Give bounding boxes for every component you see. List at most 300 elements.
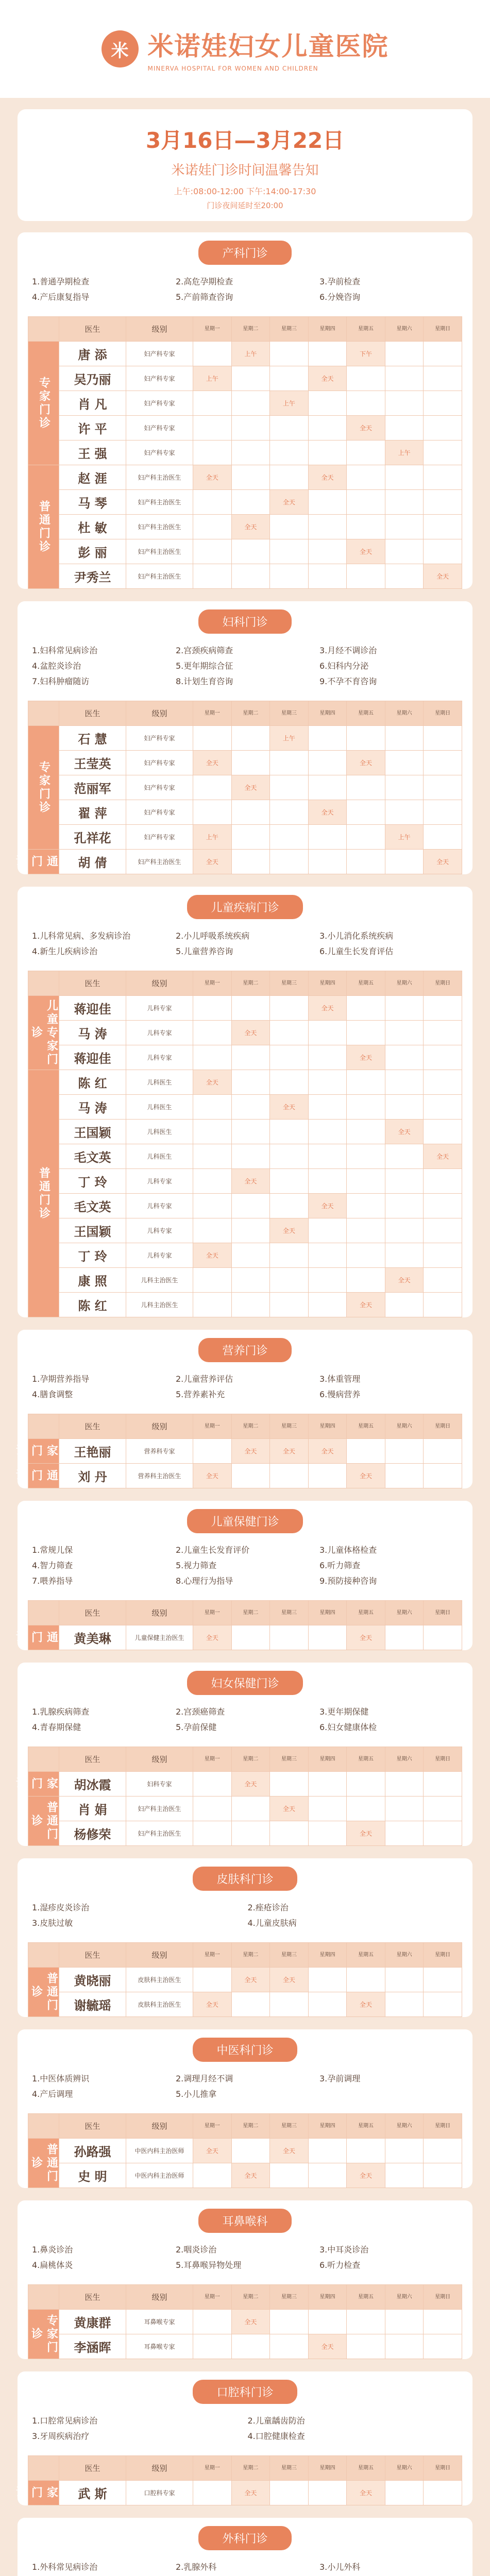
clinic-type-label: 专家门诊 <box>28 1439 59 1464</box>
table-row <box>28 465 462 490</box>
schedule-cell <box>308 1464 347 1488</box>
schedule-cell: 上午 <box>270 391 309 416</box>
header-day: 星期三 <box>270 2114 309 2139</box>
schedule-cell <box>385 2139 424 2163</box>
schedule-cell <box>308 1821 347 1846</box>
header-blank <box>28 701 59 726</box>
schedule-cell <box>231 1120 270 1144</box>
schedule-cell <box>385 1968 424 1992</box>
schedule-cell <box>308 1243 347 1268</box>
department-section <box>14 1330 472 1488</box>
schedule-cell <box>231 1625 270 1650</box>
schedule-cell <box>270 800 309 825</box>
schedule-cell <box>231 726 270 751</box>
schedule-cell <box>424 1194 462 1218</box>
schedule-cell <box>347 1772 385 1797</box>
schedule-cell: 全天 <box>424 1144 462 1169</box>
doctor-level: 妇产科主治医生 <box>126 1797 193 1821</box>
schedule-cell <box>270 1464 309 1488</box>
doctor-name: 丁 玲 <box>59 1243 126 1268</box>
header-day: 星期三 <box>270 317 309 342</box>
schedule-cell: 全天 <box>308 800 347 825</box>
schedule-cell <box>385 342 424 366</box>
doctor-name: 史 明 <box>59 2163 126 2188</box>
schedule-cell <box>385 366 424 391</box>
doctor-name: 王国颖 <box>59 1218 126 1243</box>
schedule-cell <box>270 1243 309 1268</box>
section-title: 中医科门诊 <box>193 2038 297 2062</box>
schedule-cell: 全天 <box>347 1464 385 1488</box>
doctor-level: 耳鼻喉专家 <box>126 2310 193 2334</box>
schedule-cell <box>308 2163 347 2188</box>
schedule-cell <box>424 1464 462 1488</box>
schedule-cell <box>385 2163 424 2188</box>
schedule-cell <box>193 1021 232 1045</box>
schedule-cell <box>231 850 270 874</box>
header-day: 星期五 <box>347 2285 385 2310</box>
table-row <box>28 1144 462 1169</box>
schedule-cell <box>424 2163 462 2188</box>
doctor-level: 妇产科专家 <box>126 416 193 440</box>
schedule-cell <box>347 1439 385 1464</box>
schedule-cell <box>308 2139 347 2163</box>
schedule-cell <box>385 515 424 539</box>
header-day: 星期六 <box>385 1414 424 1439</box>
doctor-name: 吴乃丽 <box>59 366 126 391</box>
service-item: 5.视力筛查 <box>176 1561 217 1570</box>
doctor-level: 妇产科专家 <box>126 775 193 800</box>
schedule-cell <box>347 1095 385 1120</box>
header-day: 星期五 <box>347 1601 385 1625</box>
schedule-cell <box>308 1772 347 1797</box>
doctor-name: 黄康群 <box>59 2310 126 2334</box>
doctor-level: 儿科专家 <box>126 1021 193 1045</box>
department-section <box>18 2200 472 2359</box>
header-level: 级别 <box>126 2285 193 2310</box>
schedule-date-range: 3月16日—3月22日 <box>145 128 345 153</box>
schedule-table <box>28 2284 462 2359</box>
header-day: 星期日 <box>424 2114 462 2139</box>
schedule-cell <box>231 465 270 490</box>
section-services <box>18 265 472 310</box>
service-item: 5.儿童营养咨询 <box>176 946 233 956</box>
service-item: 1.普通孕期检查 <box>32 277 90 286</box>
header-blank <box>28 317 59 342</box>
schedule-cell <box>424 1992 462 2017</box>
clinic-type-label: 专家门诊 <box>28 2481 59 2505</box>
doctor-level: 儿科专家 <box>126 1194 193 1218</box>
schedule-cell <box>308 1268 347 1293</box>
schedule-cell <box>193 1169 232 1194</box>
doctor-level: 妇产科主治医生 <box>126 465 193 490</box>
schedule-cell <box>385 539 424 564</box>
schedule-cell <box>193 440 232 465</box>
doctor-name: 毛文英 <box>59 1194 126 1218</box>
table-header-row <box>28 1943 462 1968</box>
header-day: 星期一 <box>193 2456 232 2481</box>
header-day: 星期四 <box>308 1601 347 1625</box>
service-item: 1.中医体质辨识 <box>32 2074 90 2083</box>
section-header <box>18 601 472 634</box>
service-item: 1.湿疹皮炎诊治 <box>32 1903 90 1912</box>
schedule-cell: 全天 <box>347 416 385 440</box>
schedule-cell: 全天 <box>385 1268 424 1293</box>
doctor-name: 马 琴 <box>59 490 126 515</box>
schedule-cell <box>347 1968 385 1992</box>
service-item: 4.扁桃体炎 <box>32 2260 73 2270</box>
doctor-level: 儿科专家 <box>126 1218 193 1243</box>
header-day: 星期三 <box>270 1601 309 1625</box>
header-day: 星期三 <box>270 2456 309 2481</box>
service-item: 1.孕期营养指导 <box>32 1374 90 1384</box>
service-item: 4.口腔健康检查 <box>247 2431 305 2441</box>
header-day: 星期五 <box>347 971 385 996</box>
schedule-cell <box>308 1169 347 1194</box>
schedule-cell <box>270 2310 309 2334</box>
doctor-level: 妇科专家 <box>126 1772 193 1797</box>
schedule-cell <box>424 1968 462 1992</box>
schedule-cell <box>385 416 424 440</box>
schedule-cell: 全天 <box>308 1194 347 1218</box>
header-level: 级别 <box>126 1747 193 1772</box>
service-item: 3.牙周疾病治疗 <box>32 2431 90 2441</box>
header-day: 星期二 <box>231 2456 270 2481</box>
schedule-cell <box>385 391 424 416</box>
doctor-name: 陈 红 <box>59 1070 126 1095</box>
table-row <box>28 1194 462 1218</box>
schedule-cell <box>424 800 462 825</box>
schedule-cell <box>231 1194 270 1218</box>
schedule-cell <box>308 1021 347 1045</box>
clinic-type-label: 专家门诊 <box>28 342 59 465</box>
schedule-cell <box>308 1218 347 1243</box>
schedule-cell <box>424 1070 462 1095</box>
service-item: 1.常规儿保 <box>32 1545 73 1555</box>
schedule-cell: 全天 <box>193 1070 232 1095</box>
doctor-level: 营养科主治医生 <box>126 1464 193 1488</box>
schedule-cell <box>347 1144 385 1169</box>
doctor-level: 儿科专家 <box>126 996 193 1021</box>
schedule-cell: 上午 <box>231 342 270 366</box>
schedule-cell: 全天 <box>308 1439 347 1464</box>
schedule-cell <box>385 1095 424 1120</box>
table-header-row <box>28 2114 462 2139</box>
schedule-cell <box>347 1169 385 1194</box>
table-row <box>28 850 462 874</box>
schedule-cell <box>193 391 232 416</box>
clinic-type-label: 专家门诊 <box>28 1772 59 1797</box>
schedule-cell <box>270 1194 309 1218</box>
clinic-type-label: 普通门诊 <box>28 1968 59 2017</box>
schedule-cell: 全天 <box>270 1797 309 1821</box>
schedule-cell <box>270 1625 309 1650</box>
schedule-cell <box>308 416 347 440</box>
schedule-cell <box>308 1293 347 1317</box>
doctor-level: 妇产科主治医生 <box>126 1821 193 1846</box>
schedule-cell: 全天 <box>347 1992 385 2017</box>
schedule-cell <box>424 391 462 416</box>
schedule-cell <box>193 1045 232 1070</box>
table-row <box>28 1218 462 1243</box>
schedule-cell: 上午 <box>193 825 232 850</box>
schedule-cell <box>308 726 347 751</box>
schedule-cell <box>231 1095 270 1120</box>
schedule-cell: 全天 <box>347 1045 385 1070</box>
schedule-cell <box>308 564 347 589</box>
service-item: 3.更年期保健 <box>319 1707 369 1717</box>
schedule-cell <box>385 1144 424 1169</box>
schedule-cell: 上午 <box>385 440 424 465</box>
schedule-cell <box>424 2310 462 2334</box>
department-section <box>18 2029 472 2188</box>
table-row <box>28 1293 462 1317</box>
header-doctor: 医生 <box>59 2456 126 2481</box>
header-doctor: 医生 <box>59 701 126 726</box>
schedule-cell <box>231 1464 270 1488</box>
schedule-cell <box>193 800 232 825</box>
schedule-cell <box>231 539 270 564</box>
doctor-name: 范丽军 <box>59 775 126 800</box>
schedule-cell <box>347 366 385 391</box>
schedule-cell <box>347 1797 385 1821</box>
doctor-name: 翟 萍 <box>59 800 126 825</box>
header-doctor: 医生 <box>59 1943 126 1968</box>
schedule-cell: 全天 <box>347 2163 385 2188</box>
header-day: 星期五 <box>347 2456 385 2481</box>
doctor-name: 蒋迎佳 <box>59 1045 126 1070</box>
doctor-level: 儿科专家 <box>126 1045 193 1070</box>
header-day: 星期三 <box>270 1747 309 1772</box>
section-header <box>18 1330 472 1362</box>
section-services <box>18 2404 472 2449</box>
schedule-cell: 全天 <box>231 515 270 539</box>
header-level: 级别 <box>126 2114 193 2139</box>
schedule-cell <box>193 1268 232 1293</box>
table-row <box>28 1821 462 1846</box>
schedule-cell <box>270 1772 309 1797</box>
schedule-cell <box>270 751 309 775</box>
schedule-cell <box>193 416 232 440</box>
table-row <box>28 440 462 465</box>
service-item: 4.青春期保健 <box>32 1722 81 1732</box>
table-header-row <box>28 1601 462 1625</box>
schedule-cell <box>424 440 462 465</box>
table-row <box>28 416 462 440</box>
schedule-cell: 全天 <box>231 1439 270 1464</box>
service-item: 2.痤疮诊治 <box>247 1903 289 1912</box>
section-header <box>18 1501 472 1533</box>
schedule-cell: 全天 <box>270 1439 309 1464</box>
clinic-type-label: 普通门诊 <box>28 2139 59 2188</box>
schedule-cell: 全天 <box>347 539 385 564</box>
schedule-cell <box>347 564 385 589</box>
header-blank <box>28 2114 59 2139</box>
schedule-cell <box>385 850 424 874</box>
doctor-name: 孙路强 <box>59 2139 126 2163</box>
schedule-cell: 全天 <box>385 1120 424 1144</box>
department-section <box>18 1858 472 2017</box>
doctor-level: 妇产科主治医生 <box>126 515 193 539</box>
section-services <box>18 1533 472 1594</box>
schedule-cell <box>231 416 270 440</box>
service-item: 5.更年期综合征 <box>176 661 233 671</box>
table-row <box>28 1045 462 1070</box>
header-day: 星期一 <box>193 2285 232 2310</box>
schedule-cell <box>193 564 232 589</box>
schedule-cell <box>424 1243 462 1268</box>
schedule-cell <box>231 366 270 391</box>
schedule-cell: 全天 <box>231 1169 270 1194</box>
schedule-cell <box>385 1439 424 1464</box>
doctor-level: 儿科医生 <box>126 1095 193 1120</box>
section-services <box>18 2062 472 2107</box>
department-section <box>18 2518 472 2576</box>
service-item: 3.月经不调诊治 <box>319 646 377 655</box>
department-section <box>18 887 472 1317</box>
schedule-cell <box>385 800 424 825</box>
hospital-logo-icon: 米 <box>102 30 139 67</box>
table-row <box>28 1243 462 1268</box>
schedule-cell <box>347 2139 385 2163</box>
schedule-cell <box>231 1218 270 1243</box>
header-day: 星期五 <box>347 2114 385 2139</box>
header-day: 星期日 <box>424 971 462 996</box>
schedule-cell: 上午 <box>270 726 309 751</box>
service-item: 6.慢病营养 <box>319 1389 361 1399</box>
clinic-type-label: 普通门诊 <box>28 1070 59 1317</box>
night-hours-note: 门诊夜间延时至20:00 <box>207 201 283 210</box>
service-item: 3.皮肤过敏 <box>32 1918 73 1928</box>
schedule-cell <box>231 1797 270 1821</box>
schedule-cell <box>193 2163 232 2188</box>
schedule-cell <box>270 342 309 366</box>
schedule-cell <box>308 515 347 539</box>
header-day: 星期三 <box>270 2285 309 2310</box>
schedule-cell: 全天 <box>231 2310 270 2334</box>
page-header <box>0 0 490 98</box>
schedule-cell <box>308 1045 347 1070</box>
clinic-type-label: 普通门诊 <box>28 465 59 589</box>
header-day: 星期四 <box>308 971 347 996</box>
header-day: 星期二 <box>231 2114 270 2139</box>
schedule-cell <box>270 1144 309 1169</box>
header-day: 星期五 <box>347 701 385 726</box>
section-header <box>18 2371 472 2404</box>
header-day: 星期一 <box>193 971 232 996</box>
department-section <box>14 601 472 874</box>
table-row <box>28 2139 462 2163</box>
schedule-table <box>14 701 462 874</box>
service-item: 2.调理月经不调 <box>176 2074 233 2083</box>
schedule-cell <box>270 1021 309 1045</box>
clinic-type-label: 普通门诊 <box>28 1464 59 1488</box>
service-item: 5.孕前保健 <box>176 1722 217 1732</box>
table-row <box>28 1268 462 1293</box>
schedule-cell <box>270 2334 309 2359</box>
schedule-cell <box>347 490 385 515</box>
opening-hours: 上午:08:00-12:00 下午:14:00-17:30 <box>174 187 316 196</box>
table-row <box>28 1968 462 1992</box>
doctor-name: 杜 敏 <box>59 515 126 539</box>
doctor-level: 儿科医生 <box>126 1120 193 1144</box>
service-item: 6.儿童生长发育评估 <box>319 946 394 956</box>
schedule-cell <box>231 1045 270 1070</box>
schedule-cell <box>424 1293 462 1317</box>
schedule-cell <box>385 1625 424 1650</box>
schedule-cell <box>385 2334 424 2359</box>
schedule-cell <box>347 440 385 465</box>
section-services <box>18 1891 472 1936</box>
schedule-cell: 全天 <box>270 1218 309 1243</box>
service-item: 1.乳腺疾病筛查 <box>32 1707 90 1717</box>
schedule-cell <box>385 726 424 751</box>
header-day: 星期一 <box>193 1414 232 1439</box>
service-item: 6.分娩咨询 <box>319 292 361 302</box>
header-day: 星期五 <box>347 1943 385 1968</box>
schedule-cell <box>347 850 385 874</box>
table-row <box>28 564 462 589</box>
table-row <box>28 825 462 850</box>
header-day: 星期二 <box>231 1747 270 1772</box>
header-day: 星期三 <box>270 1943 309 1968</box>
schedule-cell: 全天 <box>308 996 347 1021</box>
service-item: 6.听力筛查 <box>319 1561 361 1570</box>
doctor-name: 肖 娟 <box>59 1797 126 1821</box>
section-header <box>18 2518 472 2550</box>
schedule-cell <box>424 1797 462 1821</box>
header-day: 星期二 <box>231 1943 270 1968</box>
department-section <box>18 232 472 589</box>
doctor-name: 胡冰霞 <box>59 1772 126 1797</box>
doctor-level: 妇产科专家 <box>126 366 193 391</box>
doctor-name: 黄美琳 <box>59 1625 126 1650</box>
schedule-cell <box>193 2481 232 2505</box>
section-header <box>18 887 472 919</box>
schedule-cell <box>270 366 309 391</box>
service-item: 6.妇女健康体检 <box>319 1722 377 1732</box>
schedule-cell: 全天 <box>231 1968 270 1992</box>
schedule-cell: 全天 <box>231 1772 270 1797</box>
header-doctor: 医生 <box>59 971 126 996</box>
schedule-cell <box>270 515 309 539</box>
service-item: 4.新生儿疾病诊治 <box>32 946 98 956</box>
schedule-cell <box>270 1070 309 1095</box>
schedule-cell <box>308 850 347 874</box>
schedule-cell <box>424 2481 462 2505</box>
schedule-cell <box>308 2481 347 2505</box>
doctor-level: 中医内科主治医师 <box>126 2163 193 2188</box>
schedule-cell <box>347 996 385 1021</box>
schedule-cell <box>270 825 309 850</box>
schedule-cell: 全天 <box>193 1992 232 2017</box>
schedule-cell <box>308 1992 347 2017</box>
schedule-cell <box>193 726 232 751</box>
doctor-level: 儿科专家 <box>126 1169 193 1194</box>
schedule-cell <box>231 825 270 850</box>
doctor-level: 妇产科专家 <box>126 800 193 825</box>
schedule-cell <box>193 342 232 366</box>
schedule-table <box>28 971 462 1317</box>
table-row <box>28 1464 462 1488</box>
header-day: 星期四 <box>308 317 347 342</box>
schedule-cell <box>385 2310 424 2334</box>
schedule-cell <box>385 1021 424 1045</box>
service-item: 6.听力检查 <box>319 2260 361 2270</box>
schedule-cell <box>385 1772 424 1797</box>
schedule-cell <box>308 440 347 465</box>
header-day: 星期日 <box>424 1943 462 1968</box>
table-row <box>28 1625 462 1650</box>
